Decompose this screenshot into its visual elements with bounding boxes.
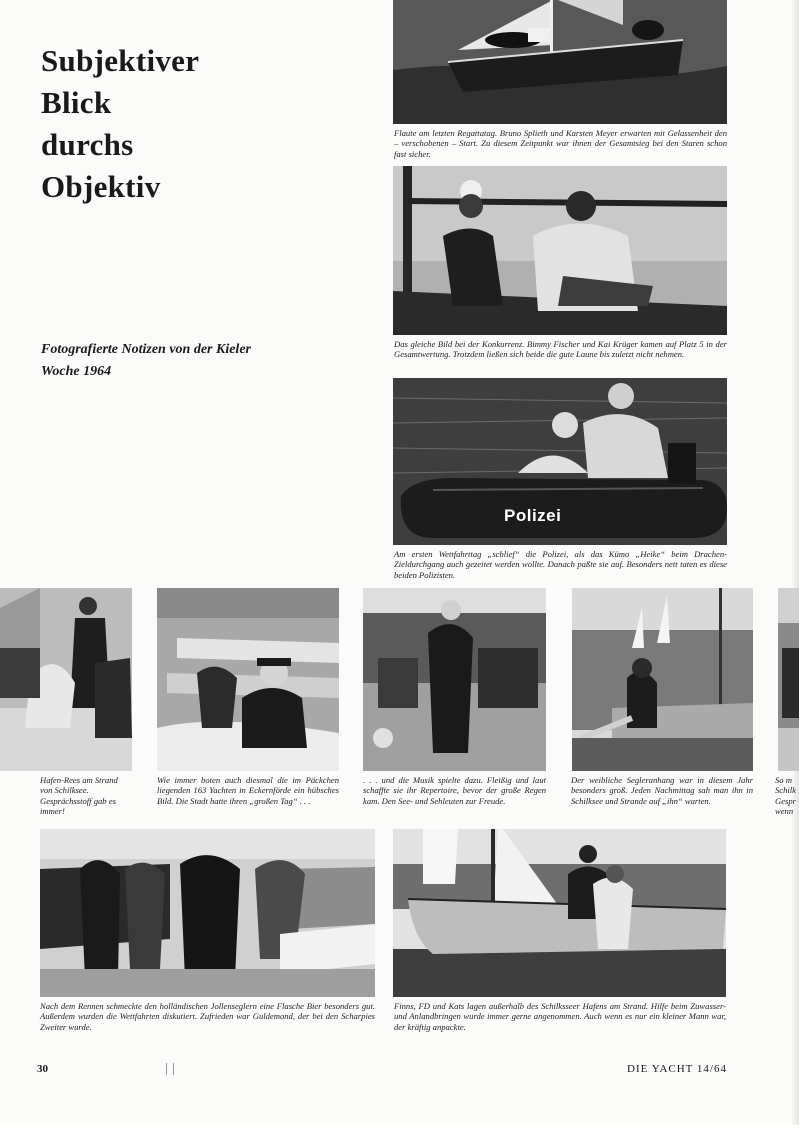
photo-competitors-on-deck xyxy=(393,166,727,335)
caption-photo-8: So m Schilk Gespr wenn xyxy=(775,775,797,817)
police-boat-lettering: Polizei xyxy=(504,506,562,525)
caption-photo-5: Wie immer boten auch diesmal die im Päckchen liegenden 163 Yachten in Eckernförde ein hübsches Bild. Die Stadt hatte ihren „großen Tag“ . . . xyxy=(157,775,339,806)
print-mark xyxy=(166,1063,174,1075)
caption-photo-1: Flaute am letzten Regattatag. Bruno Splieth und Karsten Meyer erwarten mit Gelassenheit den – verschobenen – Start. Zu diesem Zeitpunkt war ihnen der Gesamtsieg bei den Staren schon fast sicher. xyxy=(394,128,727,159)
caption-photo-7: Der weibliche Segleranhang war in diesem Jahr besonders groß. Jeden Nachmittag sah man ihn in Schilksee und Strande auf „ihn“ warten. xyxy=(571,775,753,806)
photo-beach-schilksee xyxy=(0,588,132,771)
page-number: 30 xyxy=(37,1063,48,1075)
caption-photo-9: Nach dem Rennen schmeckte den holländischen Jollenseglern eine Flasche Bier besonders gut. Außerdem wurden die Wettfahrten diskutiert. Zufrieden war Guldemond, der bei den Scharpies Zweiter wurde. xyxy=(40,1001,375,1032)
photo-police-inflatable xyxy=(393,378,727,545)
title-line: Objektiv xyxy=(41,169,161,204)
title-line: durchs xyxy=(41,127,134,162)
photo-dutch-sailors-beer xyxy=(40,829,375,997)
photo-eckernfoerde-yachts xyxy=(157,588,339,771)
magazine-issue-line: DIE YACHT 14/64 xyxy=(627,1063,727,1075)
photo-woman-waiting xyxy=(572,588,753,771)
photo-star-boat-calm xyxy=(393,0,727,124)
caption-photo-6: . . . und die Musik spielte dazu. Fleißig und laut schaffte sie ihr Repertoire, bevor der große Regen kam. Den See- und Sehleuten zur Freude. xyxy=(363,775,546,806)
article-subtitle: Fotografierte Notizen von der Kieler Woche 1964 xyxy=(41,342,251,379)
title-line: Subjektiver xyxy=(41,43,200,78)
photo-cropped-edge xyxy=(778,588,799,771)
photo-music-band xyxy=(363,588,546,771)
title-line: Blick xyxy=(41,85,112,120)
caption-photo-4: Hafen-Rees am Strand von Schilksee. Gesprächsstoff gab es immer! xyxy=(40,775,118,817)
caption-photo-10: Finns, FD und Kats lagen außerhalb des Schilksseer Hafens am Strand. Hilfe beim Zuwasser- und Anlandbringen wurde immer gerne angenommen. Auch wenn es nur ein kleiner Mann war, der kräftig anpackte. xyxy=(394,1001,726,1032)
caption-photo-2: Das gleiche Bild bei der Konkurrenz. Bimmy Fischer und Kai Krüger kamen auf Platz 5 in der Gesamtwertung. Trotzdem ließen sich beide die gute Laune bis zuletzt nicht nehmen. xyxy=(394,339,727,360)
page-edge-shadow xyxy=(791,0,799,1125)
article-title xyxy=(41,40,271,208)
caption-photo-3: Am ersten Wettfahrttag „schlief“ die Polizei, als das Kümo „Heike“ beim Drachen-Zieldurchgang auch gezeitet werden wollte. Danach paßte sie auf. Besonders nett taten es diese beiden Polizisten. xyxy=(394,549,727,580)
photo-finns-on-beach xyxy=(393,829,726,997)
